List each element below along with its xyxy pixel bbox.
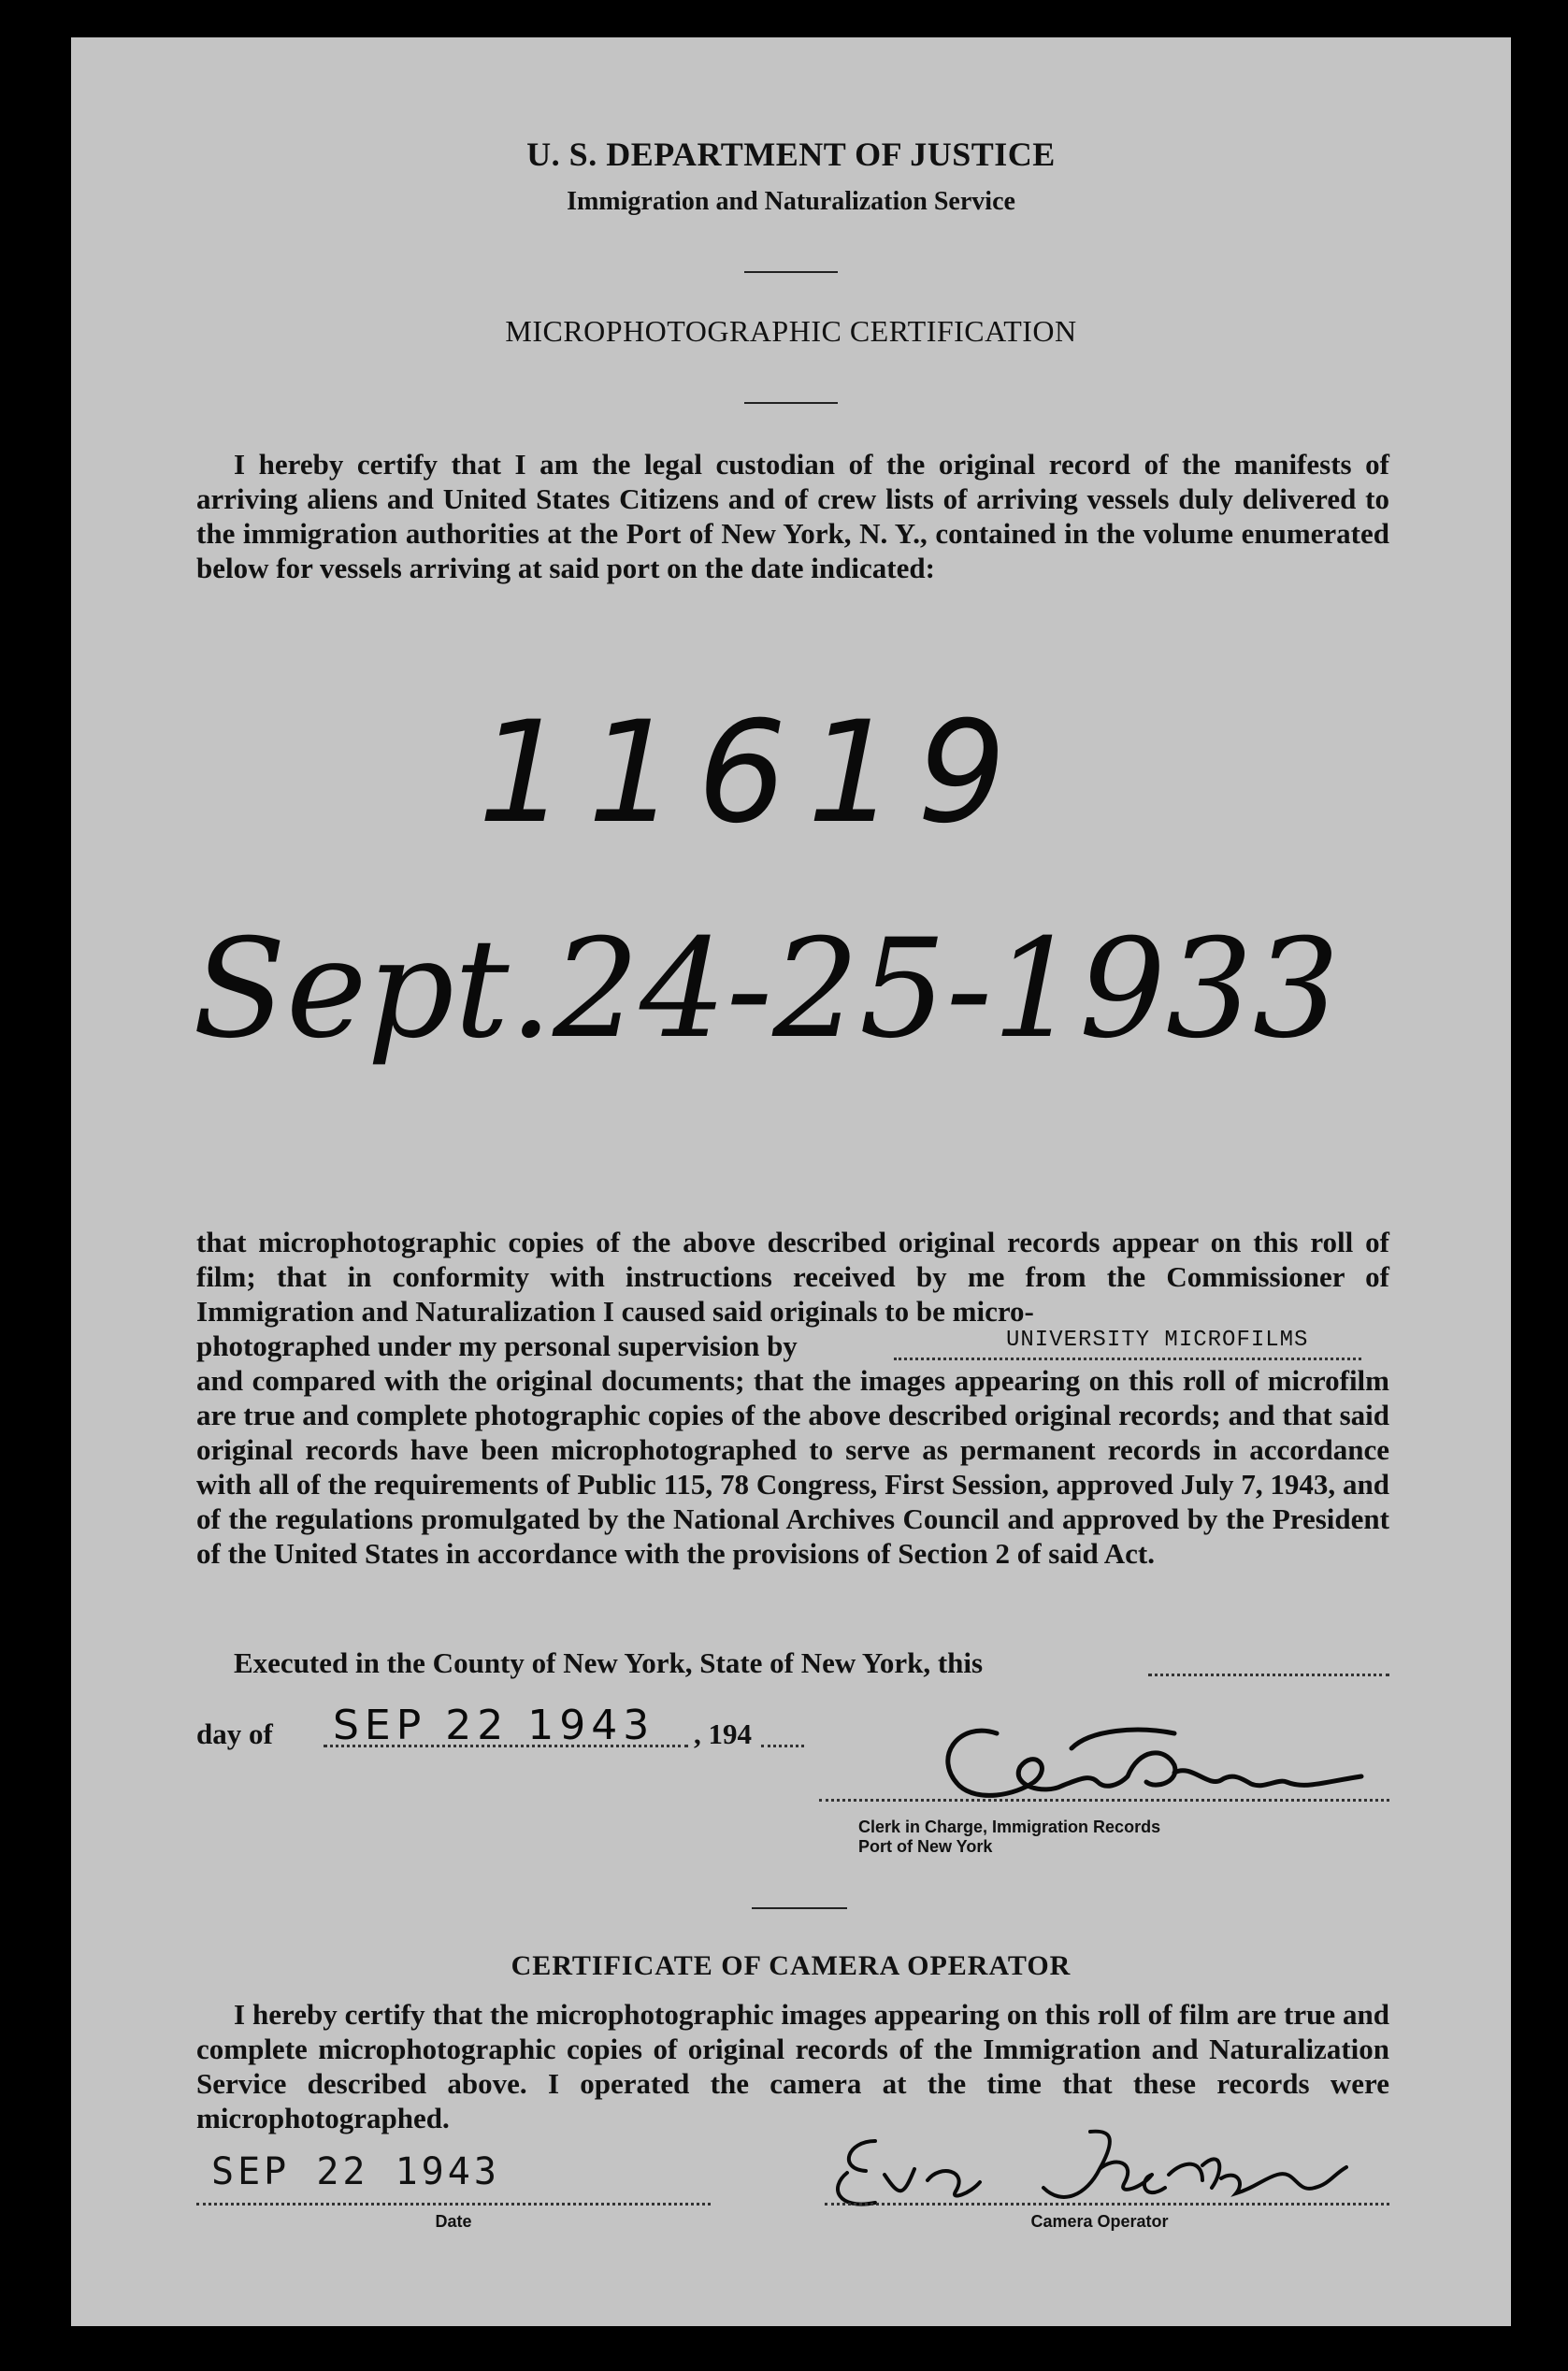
divider-bottom <box>752 1907 847 1909</box>
clerk-title-line2: Port of New York <box>858 1837 993 1856</box>
camera-statement: I hereby certify that the microphotographic images appearing on this roll of film are true and complete microphotographic copies of original records of the Immigration and Naturalization Service described above. I operated the camera at the time that these records were microphotographed. <box>196 1998 1389 2134</box>
year-prefix: , 194 <box>694 1717 752 1750</box>
microfilm-company: UNIVERSITY MICROFILMS <box>1006 1328 1309 1353</box>
day-of-label: day of <box>196 1717 273 1750</box>
camera-date-label: Date <box>435 2212 472 2231</box>
volume-number: 11619 <box>478 692 1028 855</box>
clerk-title <box>858 1818 1160 1857</box>
certificate-document <box>71 37 1511 2326</box>
camera-date-stamp: SEP 22 1943 <box>211 2150 500 2193</box>
record-dates: Sept.24-25-1933 <box>193 910 1340 1069</box>
certification-title: MICROPHOTOGRAPHIC CERTIFICATION <box>505 314 1077 348</box>
clerk-signature-line <box>819 1799 1389 1802</box>
service-subtitle: Immigration and Naturalization Service <box>567 187 1015 216</box>
camera-operator-signature <box>810 2113 1408 2225</box>
executed-label: Executed in the County of New York, State of New York, this <box>234 1646 984 1679</box>
handwritten-entry <box>71 37 1511 1159</box>
supervision-label: photographed under my personal supervision by <box>196 1329 798 1362</box>
camera-operator-label: Camera Operator <box>1030 2212 1169 2231</box>
copies-statement <box>196 1225 1389 1329</box>
execution-day-field <box>1148 1674 1389 1676</box>
clerk-title-line1: Clerk in Charge, Immigration Records <box>858 1818 1161 1836</box>
camera-certificate-title: CERTIFICATE OF CAMERA OPERATOR <box>511 1950 1072 1981</box>
copies-statement-text: that microphotographic copies of the above described original records appear on this roll of film; that in conformity with instructions received by me from the Commissioner of Immigration and Naturalization I caused said originals to be micro- <box>196 1226 1389 1328</box>
day-of-handwritten-date: SEP 22 1943 <box>333 1702 655 1749</box>
department-title: U. S. DEPARTMENT OF JUSTICE <box>526 136 1056 173</box>
year-suffix-field <box>761 1745 804 1747</box>
camera-operator-signature-line <box>825 2203 1389 2206</box>
custodian-statement: I hereby certify that I am the legal custodian of the original record of the manifests of arriving aliens and United States Citizens and of crew lists of arriving vessels duly delivered to the immigration authorities at the Port of New York, N. Y., contained in the volume enumerated below for vessels arriving at said port on the date indicated: <box>196 448 1389 584</box>
supervisor-field <box>894 1358 1361 1360</box>
compliance-statement: and compared with the original documents; that the images appearing on this roll of microfilm are true and complete photographic copies of the above described original records; and that said original records have been microphotographed to serve as permanent records in accordance with all of the requirements of Public 115, 78 Congress, First Session, approved July 7, 1943, and of the regulations promulgated by the National Archives Council and approved by the President of the United States in accordance with the provisions of Section 2 of said Act. <box>196 1364 1389 1570</box>
camera-date-line <box>196 2203 711 2206</box>
